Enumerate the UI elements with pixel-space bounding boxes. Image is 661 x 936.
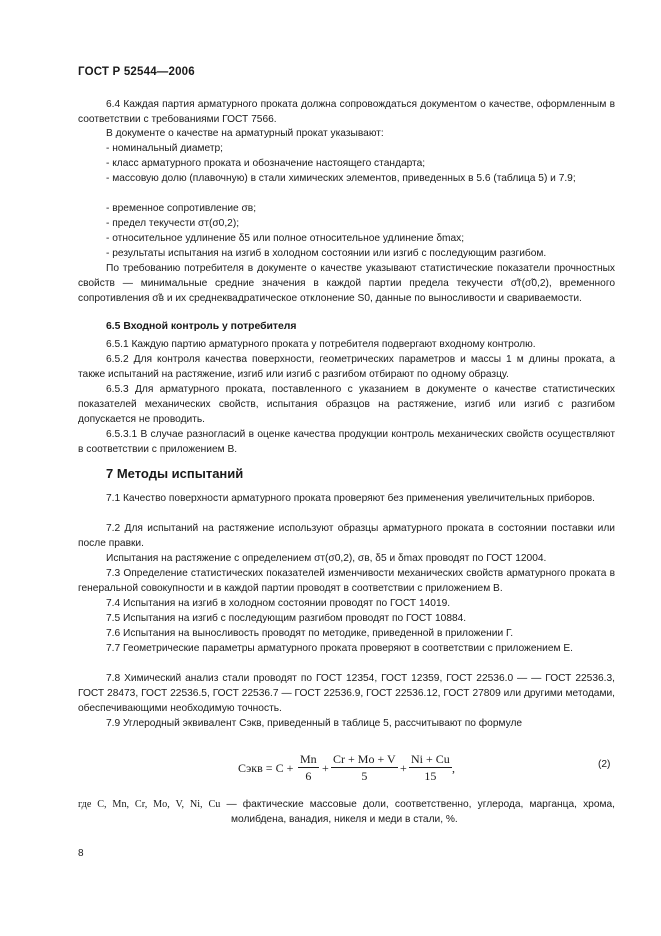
formula-legend-symbols: где C, Mn, Cr, Mo, V, Ni, Cu (78, 799, 221, 810)
clause-7-9: 7.9 Углеродный эквивалент Сэкв, приведенный в таблице 5, рассчитывают по формуле (106, 718, 523, 729)
equation-number: (2) (598, 759, 611, 770)
fraction-numerator: Mn (300, 752, 317, 766)
list-item: - относительное удлинение δ5 или полное относительное удлинение δmax; (106, 233, 465, 244)
fraction-numerator: Cr + Mo + V (333, 752, 396, 766)
page-number: 8 (78, 848, 84, 859)
list-item: - результаты испытания на изгиб в холодном состоянии или изгиб с последующим разгибом. (106, 248, 547, 259)
section-heading-6-5: 6.5 Входной контроль у потребителя (106, 321, 297, 332)
list-item: - предел текучести σт(σ0,2); (106, 218, 240, 229)
list-item: - класс арматурного проката и обозначение настоящего стандарта; (106, 158, 426, 169)
formula-fraction-ni-cu (409, 753, 452, 783)
clause-6-5-1: 6.5.1 Каждую партию арматурного проката у потребителя подвергают входному контролю. (106, 339, 536, 350)
formula-fraction-mn (298, 753, 319, 783)
clause-7-2: 7.2 Для испытаний на растяжение используют образцы арматурного проката в состоянии поставки или после правки. (78, 523, 615, 550)
formula-legend (78, 797, 615, 827)
list-item: - номинальный диаметр; (106, 143, 224, 154)
fraction-denominator: 5 (361, 769, 368, 783)
clause-7-7: 7.7 Геометрические параметры арматурного проката проверяют в соответствии с приложением Е. (106, 643, 573, 654)
list-item: - массовую долю (плавочную) в стали химических элементов, приведенных в 5.6 (таблица 5) и 7.9; (106, 173, 576, 184)
clause-6-5-3-1: 6.5.3.1 В случае разногласий в оценке качества продукции контроль механических свойств осуществляют в соответствии с приложением В. (78, 429, 615, 456)
clause-7-6: 7.6 Испытания на выносливость проводят по методике, приведенной в приложении Г. (106, 628, 514, 639)
document-header: ГОСТ Р 52544—2006 (78, 66, 195, 78)
section-heading-7: 7 Методы испытаний (106, 466, 244, 481)
clause-6-5-3: 6.5.3 Для арматурного проката, поставленного с указанием в документе о качестве статистических показателей механических свойств, испытания образцов на растяжение, изгиб или изгиб с разгибом допускается не проводить. (78, 384, 615, 426)
clause-7-8: 7.8 Химический анализ стали проводят по ГОСТ 12354, ГОСТ 12359, ГОСТ 22536.0 — — ГОСТ 22536.3, ГОСТ 28473, ГОСТ 22536.5, ГОСТ 22536.7 — ГОСТ 22536.9, ГОСТ 22536.12, ГОСТ 27809 или другими методами, обеспечивающими необходимую точность. (78, 673, 615, 715)
clause-7-2-tension: Испытания на растяжение с определением σт(σ0,2), σв, δ5 и δmax проводят по ГОСТ 12004. (106, 553, 547, 564)
clause-7-3: 7.3 Определение статистических показателей изменчивости механических свойств арматурного проката в генеральной совокупности и в каждой партии проводят в соответствии с приложением В. (78, 568, 615, 595)
clause-7-4: 7.4 Испытания на изгиб в холодном состоянии проводят по ГОСТ 14019. (106, 598, 451, 609)
clause-6-4: 6.4 Каждая партия арматурного проката должна сопровождаться документом о качестве, оформленным в соответствии с требованиями ГОСТ 7566. (78, 99, 615, 126)
formula-comma: , (452, 761, 455, 775)
list-item: - временное сопротивление σв; (106, 203, 257, 214)
clause-7-5: 7.5 Испытания на изгиб с последующим разгибом проводят по ГОСТ 10884. (106, 613, 467, 624)
formula-legend-text: — фактические массовые доли, соответственно, углерода, марганца, хрома, молибдена, ванадия, никеля и меди в стали, %. (220, 799, 615, 826)
formula-fraction-cr-mo-v (331, 753, 398, 783)
formula-plus: + (322, 761, 329, 775)
clause-7-1: 7.1 Качество поверхности арматурного проката проверяют без применения увеличительных приборов. (106, 493, 596, 504)
formula-lhs: Сэкв = C + (238, 761, 294, 775)
fraction-numerator: Ni + Cu (411, 752, 450, 766)
clause-6-4-intro: В документе о качестве на арматурный прокат указывают: (106, 128, 384, 139)
fraction-denominator: 15 (424, 769, 437, 783)
formula-plus: + (400, 761, 407, 775)
clause-6-4-statistics: По требованию потребителя в документе о качестве указывают статистические показатели прочностных свойств — минимальные средние значения в каждой партии предела текучести σ̃т(σ̃0,2), временного сопротивления σ̃в и их среднеквадратическое отклонение S0, данные по выносливости и свариваемости. (78, 263, 615, 305)
clause-6-5-2: 6.5.2 Для контроля качества поверхности, геометрических параметров и массы 1 м длины проката, а также испытаний на растяжение, изгиб или изгиб с разгибом отбирают по одному образцу. (78, 354, 615, 381)
formula-carbon-equivalent (0, 753, 661, 783)
fraction-denominator: 6 (305, 769, 312, 783)
